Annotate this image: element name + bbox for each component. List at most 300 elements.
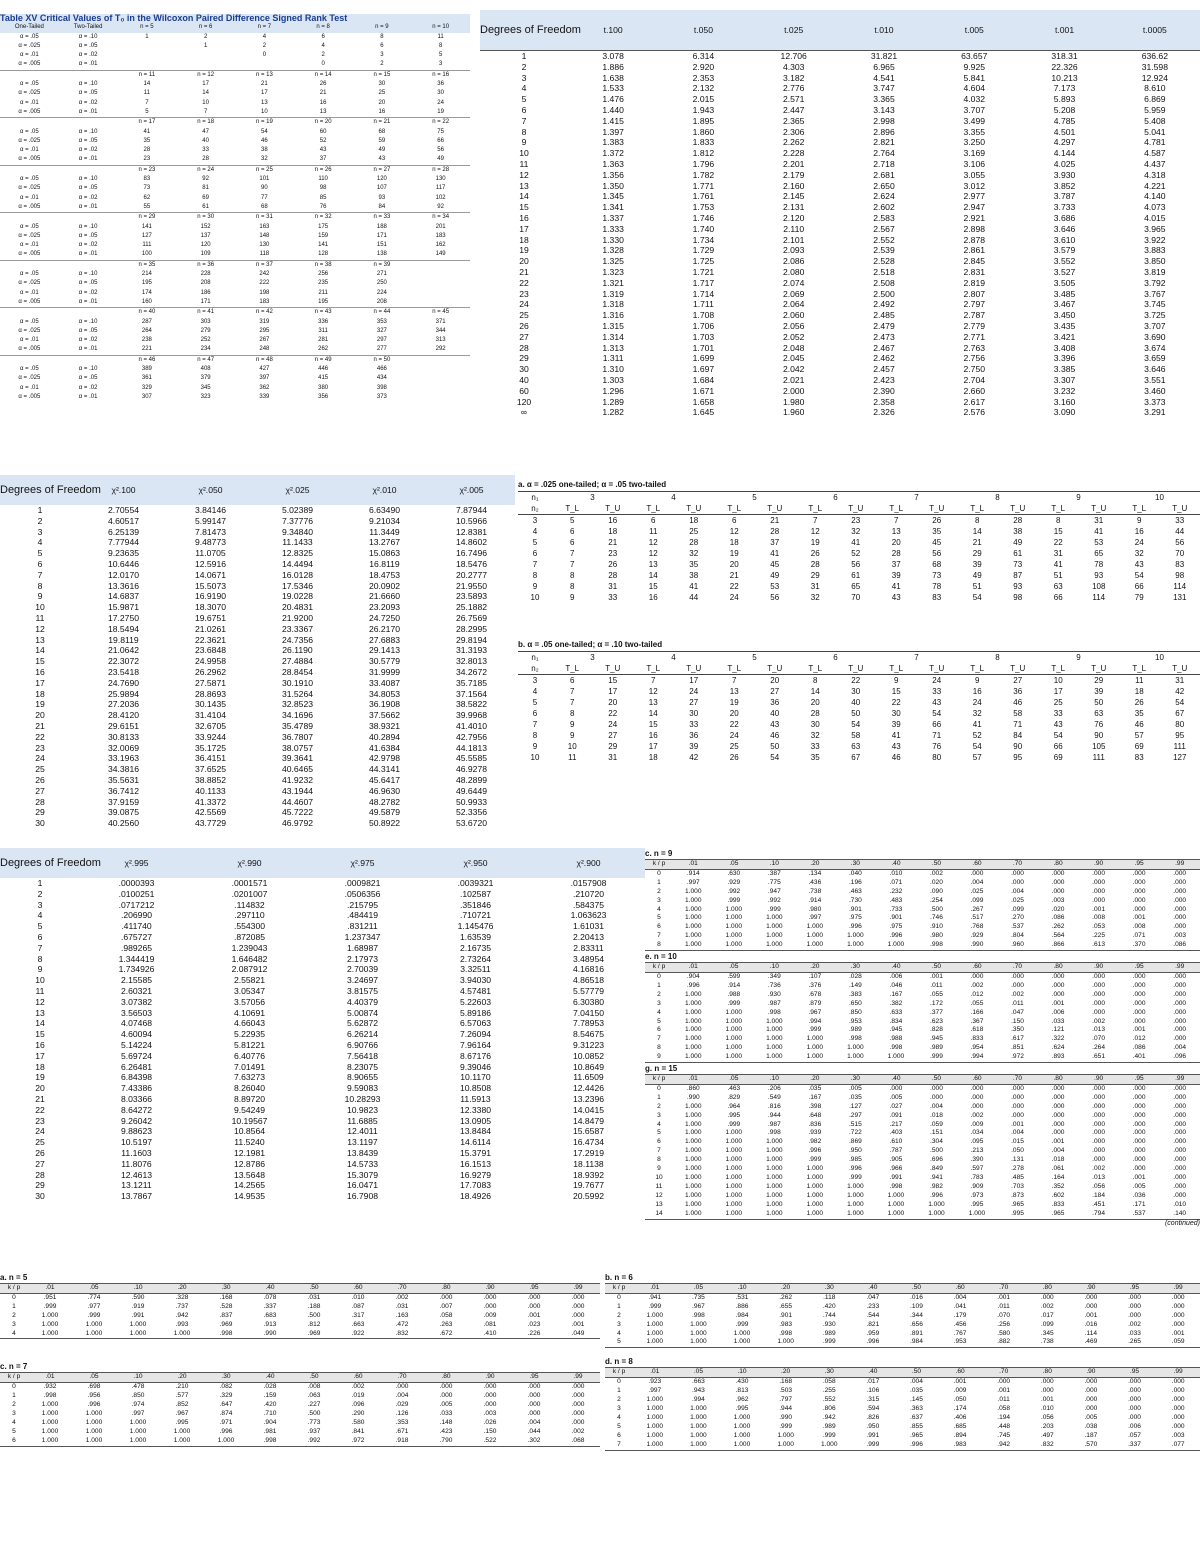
k-value: 9	[657, 1165, 661, 1173]
cumulative-probability: 1.000	[685, 1111, 702, 1119]
cumulative-probability: .004	[395, 1392, 409, 1400]
cumulative-probability: .000	[571, 1293, 585, 1301]
rank-value: 13	[729, 687, 739, 696]
cumulative-probability: .564	[1051, 932, 1065, 940]
cumulative-probability: .264	[1092, 1044, 1105, 1052]
cumulative-probability: .196	[848, 878, 862, 886]
cumulative-probability: .913	[263, 1320, 277, 1328]
critical-value: 271	[376, 271, 387, 278]
wilcoxon-grid	[0, 14, 470, 402]
p-label: p	[661, 1075, 666, 1083]
cumulative-probability: 1.000	[733, 1329, 751, 1337]
critical-value: 102	[435, 194, 446, 201]
cumulative-probability: .813	[735, 1387, 749, 1395]
cumulative-probability: .000	[1132, 1120, 1146, 1128]
t-value: 3.527	[1053, 266, 1076, 277]
t-value: 2.878	[963, 234, 986, 245]
critical-value	[411, 289, 470, 298]
alpha-two: α = .10	[78, 33, 98, 40]
chi-value: 2.60321	[120, 985, 153, 996]
rank-value: 12	[648, 549, 658, 558]
cumulative-probability: 1.000	[725, 1165, 743, 1173]
cumulative-probability: .000	[1132, 1102, 1146, 1110]
cumulative-probability: .009	[970, 1120, 984, 1128]
cumulative-probability: .483	[889, 896, 903, 904]
cumulative-probability: .004	[910, 1378, 923, 1386]
p-value-header: .60	[957, 860, 998, 870]
binomial-row	[0, 1293, 600, 1302]
t-value: 8.610	[1144, 83, 1166, 94]
cumulative-probability: .071	[1132, 932, 1146, 940]
chi-value: 12.4426	[572, 1083, 605, 1094]
cumulative-probability: .552	[822, 1396, 836, 1404]
critical-value: 238	[141, 337, 152, 344]
cumulative-probability: .167	[808, 1093, 822, 1101]
rank-value: 36	[770, 698, 780, 707]
chi-value: 21.0261	[194, 623, 227, 634]
alpha-one: α = .01	[20, 337, 39, 344]
cumulative-probability: .959	[866, 1329, 880, 1337]
p-value-header: .60	[938, 1368, 982, 1378]
rank-value: 28	[770, 527, 780, 536]
rank-value: 114	[1173, 582, 1187, 591]
rank-value: 73	[1013, 560, 1023, 569]
critical-value: 7	[145, 99, 149, 106]
critical-value: 427	[259, 365, 270, 372]
cumulative-probability: .263	[439, 1320, 453, 1328]
cumulative-probability: .617	[1011, 1035, 1024, 1043]
t-row	[480, 278, 1200, 289]
wilcoxon-row	[0, 327, 470, 336]
p-value-header: .20	[160, 1284, 204, 1294]
p-value-header: .30	[835, 1075, 876, 1085]
cumulative-probability: .941	[930, 1174, 943, 1181]
cumulative-probability: .999	[727, 896, 741, 904]
rank-value: 18	[648, 753, 658, 762]
t-value: 1.533	[602, 83, 624, 94]
cumulative-probability: .262	[779, 1293, 793, 1301]
cumulative-probability: .000	[395, 1383, 409, 1391]
critical-value: 14	[202, 90, 209, 97]
chi-value: 11.3449	[369, 526, 400, 537]
cumulative-probability: .988	[727, 990, 741, 998]
rank-value: 35	[1134, 709, 1144, 718]
cumulative-probability: .077	[1171, 1440, 1185, 1448]
k-label: k	[652, 963, 657, 971]
cumulative-probability: .000	[1092, 1111, 1105, 1119]
rank-value: 18	[608, 527, 618, 536]
binomial-row	[645, 941, 1200, 950]
cumulative-probability: .000	[1084, 1404, 1098, 1412]
rank-value: 24	[1134, 538, 1144, 547]
alpha-two: α = .02	[78, 242, 98, 249]
k-value: 7	[657, 1035, 661, 1043]
critical-value: 38	[261, 147, 268, 154]
rank-value: 26	[608, 560, 618, 569]
chi-row	[0, 910, 645, 921]
cumulative-probability: .983	[953, 1440, 967, 1448]
cumulative-probability: .001	[1051, 1138, 1065, 1146]
p-value-header: .99	[1159, 860, 1200, 870]
cumulative-probability: .623	[930, 1017, 943, 1025]
chi-column-header: χ².010	[372, 484, 397, 495]
k-value: 14	[655, 1209, 663, 1217]
chi-value: 38.5822	[455, 699, 488, 710]
t-row	[480, 137, 1200, 148]
k-value: 8	[657, 941, 661, 949]
critical-value: 30	[378, 81, 386, 88]
cumulative-probability: .995	[970, 1200, 984, 1208]
rank-value: 28	[689, 538, 699, 547]
cumulative-probability: .000	[1092, 869, 1105, 877]
chi-value: 31.4104	[194, 710, 227, 721]
binomial-table-bottom-right	[605, 1272, 1200, 1553]
binomial-row	[645, 1165, 1200, 1174]
spacer	[0, 308, 59, 318]
cumulative-probability: 1.000	[725, 1026, 743, 1034]
cumulative-probability: .580	[997, 1329, 1011, 1337]
p-label: p	[661, 963, 666, 971]
p-value-header: .70	[982, 1284, 1026, 1294]
cumulative-probability: 1.000	[646, 1422, 664, 1430]
binomial-row	[645, 879, 1200, 888]
critical-value: 92	[202, 176, 209, 183]
chi-value: 9.26042	[120, 1115, 153, 1126]
cumulative-probability: .011	[997, 1302, 1010, 1310]
p-value-header: .70	[380, 1284, 424, 1294]
critical-value: 264	[141, 327, 152, 334]
cumulative-probability: .663	[351, 1320, 365, 1328]
binomial-row	[645, 1129, 1200, 1138]
cumulative-probability: .746	[930, 914, 943, 922]
chi-value: 14.0671	[194, 569, 227, 580]
chi-row	[0, 689, 515, 700]
cumulative-probability: 1.000	[85, 1418, 103, 1426]
cumulative-probability: 1.000	[685, 1182, 702, 1190]
rank-value: 21	[729, 571, 739, 580]
cumulative-probability: .965	[1011, 1200, 1024, 1208]
rank-value: 73	[932, 571, 942, 580]
wilcoxon-row	[0, 89, 470, 98]
critical-value: 371	[435, 318, 446, 325]
binomial-row	[645, 1103, 1200, 1112]
cumulative-probability: .008	[307, 1383, 321, 1391]
cumulative-probability: .005	[439, 1401, 453, 1409]
chi-value: 21.9550	[455, 580, 488, 591]
alpha-two: α = .02	[78, 337, 98, 344]
chi-value: 14.5733	[346, 1158, 379, 1169]
critical-value: 345	[200, 384, 211, 391]
cumulative-probability: .998	[889, 1182, 903, 1190]
chi-value: 23.5893	[455, 591, 488, 602]
t-row	[480, 299, 1200, 310]
df-value: 12	[35, 623, 45, 634]
k-value: 0	[617, 1378, 621, 1386]
chi-value: 22.3621	[194, 634, 227, 645]
chi-value: 5.62872	[346, 1018, 379, 1029]
critical-value: 434	[376, 375, 387, 382]
chi-value: 48.2782	[368, 796, 401, 807]
t-value: 1.303	[602, 374, 624, 385]
p-value-header: .20	[795, 860, 836, 870]
rank-value: 41	[1053, 560, 1063, 569]
chi-row	[0, 1040, 645, 1051]
t-value: 2.052	[782, 331, 805, 342]
cumulative-probability: .127	[848, 1102, 862, 1110]
cumulative-probability: .000	[1051, 1102, 1065, 1110]
cumulative-probability: .050	[1011, 1147, 1024, 1155]
t-row	[480, 73, 1200, 84]
rank-value: 32	[810, 593, 820, 602]
critical-value: 25	[378, 90, 386, 97]
critical-value: 171	[200, 298, 211, 305]
cumulative-probability: .302	[527, 1436, 541, 1444]
df-value: 5	[521, 94, 527, 105]
t-value: 2.779	[963, 320, 986, 331]
p-value-header: .60	[957, 1075, 998, 1085]
critical-value	[411, 279, 470, 288]
cumulative-probability: .797	[779, 1396, 793, 1404]
cumulative-probability: .006	[1128, 1422, 1141, 1430]
cumulative-probability: .106	[866, 1387, 880, 1395]
k-value: 6	[657, 923, 661, 931]
cumulative-probability: .000	[1132, 981, 1146, 989]
chi-value: 10.1170	[460, 1072, 491, 1083]
cumulative-probability: .000	[1173, 878, 1187, 886]
t-value: 2.473	[873, 331, 895, 342]
chi-value: 28.2995	[455, 623, 488, 634]
alpha-one: α = .005	[18, 393, 41, 400]
critical-value: 0	[321, 61, 325, 68]
rank-sum-row	[518, 708, 1200, 719]
rank-value: 43	[891, 742, 901, 751]
p-value-header: .50	[916, 860, 957, 870]
p-value-header: .05	[677, 1284, 721, 1294]
cumulative-probability: .783	[970, 1174, 984, 1181]
critical-value: 183	[259, 298, 270, 305]
cumulative-probability: .678	[808, 990, 822, 998]
rank-value: 21	[608, 538, 618, 547]
p-value-header: .99	[1159, 963, 1200, 973]
n1-value: 8	[995, 653, 1000, 662]
t-value: 2.756	[963, 353, 986, 364]
chi-value: 27.4884	[281, 656, 314, 667]
df-value: 29	[35, 807, 45, 818]
cumulative-probability: .078	[263, 1293, 277, 1301]
alpha-two: α = .10	[78, 81, 98, 88]
chi-value: 13.7867	[120, 1191, 153, 1202]
critical-value: 327	[376, 327, 387, 334]
cumulative-probability: .000	[1173, 1138, 1187, 1146]
p-label: p	[661, 860, 666, 867]
cumulative-probability: .367	[970, 1017, 984, 1025]
cumulative-probability: .420	[822, 1302, 836, 1310]
t-value: 3.055	[963, 169, 986, 180]
t-value: 2.353	[692, 72, 715, 83]
df-value: 24	[519, 299, 529, 310]
cumulative-probability: .990	[779, 1413, 793, 1421]
critical-value: 141	[318, 242, 329, 249]
cumulative-probability: .344	[910, 1311, 923, 1319]
alpha-two: α = .05	[78, 42, 98, 49]
t-value: 3.579	[1053, 245, 1076, 256]
chi-row	[0, 807, 515, 818]
alpha-two: α = .01	[78, 346, 98, 353]
alpha-two: α = .10	[78, 176, 98, 183]
rank-value: 22	[851, 676, 861, 685]
wilcoxon-row	[0, 318, 470, 327]
chi-row	[0, 710, 515, 721]
cumulative-probability: .377	[930, 1008, 943, 1016]
cumulative-probability: .500	[307, 1311, 321, 1319]
cumulative-probability: .035	[848, 1093, 862, 1101]
cumulative-probability: .879	[808, 999, 822, 1007]
cumulative-probability: .990	[263, 1329, 277, 1337]
cumulative-probability: .194	[997, 1413, 1011, 1421]
chi-value: 19.6751	[194, 612, 227, 623]
t-value: 1.761	[692, 191, 715, 202]
binomial-row	[645, 1084, 1200, 1093]
rank-value: 20	[891, 538, 901, 547]
chi-value: 13.5648	[233, 1169, 266, 1180]
cumulative-probability: .000	[527, 1293, 541, 1301]
chi-value: 4.60094	[120, 1029, 153, 1040]
cumulative-probability: .998	[263, 1436, 277, 1444]
cumulative-probability: .975	[848, 914, 862, 922]
cumulative-probability: .904	[263, 1418, 277, 1426]
cumulative-probability: .000	[1173, 1156, 1187, 1164]
cumulative-probability: .953	[953, 1338, 967, 1346]
rank-value: 22	[729, 720, 739, 729]
chi-value: 19.8119	[108, 634, 139, 645]
t-value: 3.499	[963, 115, 986, 126]
rank-value: 8	[570, 571, 575, 580]
chi-value: 42.7956	[455, 731, 488, 742]
critical-value: 81	[202, 185, 209, 192]
binomial-p-row	[605, 1284, 1200, 1294]
critical-value: 277	[376, 346, 387, 353]
alpha-one: α = .005	[18, 108, 41, 115]
k-value: 2	[657, 887, 661, 895]
cumulative-probability: .047	[1011, 1008, 1024, 1016]
critical-value: 56	[437, 147, 444, 154]
chi-value: 6.26214	[346, 1029, 379, 1040]
rank-value: 42	[689, 753, 699, 762]
binomial-row	[0, 1303, 600, 1312]
critical-value	[118, 51, 177, 60]
rank-value: 11	[1135, 676, 1144, 685]
cumulative-probability: 1.000	[766, 1174, 783, 1181]
cumulative-probability: .000	[1051, 1129, 1065, 1137]
cumulative-probability: .001	[997, 1293, 1011, 1301]
critical-value: 397	[259, 375, 270, 382]
chi-value: 8.54675	[572, 1029, 605, 1040]
cumulative-probability: 1.000	[41, 1329, 59, 1337]
chi-value: 6.84398	[120, 1072, 153, 1083]
binomial-row	[645, 1201, 1200, 1210]
chi-value: 4.57481	[459, 985, 492, 996]
p-value-header: .10	[720, 1368, 764, 1378]
cumulative-probability: .000	[1132, 1129, 1146, 1137]
n-label: n = 16	[411, 70, 470, 80]
spacer	[59, 260, 118, 270]
cumulative-probability: .000	[571, 1401, 585, 1409]
n-label: n = 25	[235, 165, 294, 175]
cumulative-probability: 1.000	[777, 1440, 794, 1448]
critical-value: 10	[202, 99, 209, 106]
rank-value: 54	[1053, 731, 1063, 740]
critical-value: 66	[437, 137, 444, 144]
cumulative-probability: .000	[483, 1383, 497, 1391]
df-value: 25	[519, 310, 529, 321]
cumulative-probability: .996	[848, 923, 862, 931]
critical-value: 329	[141, 384, 152, 391]
critical-value: 5	[145, 108, 149, 115]
t-value: 3.707	[963, 104, 986, 115]
binomial-row	[645, 888, 1200, 897]
df-value: 40	[519, 374, 529, 385]
p-value-header: .30	[204, 1284, 248, 1294]
cumulative-probability: .071	[889, 878, 903, 886]
critical-value: 362	[259, 384, 270, 391]
df-value: 28	[519, 342, 529, 353]
n1-row	[518, 652, 1200, 664]
critical-value: 35	[143, 137, 151, 144]
p-value-header: .40	[876, 1075, 917, 1085]
t-value: 1.310	[602, 364, 624, 375]
cumulative-probability: .008	[1132, 923, 1146, 931]
cumulative-probability: 1.000	[725, 1017, 743, 1025]
rank-value: 63	[1094, 709, 1104, 718]
chi-value: 20.5992	[572, 1191, 605, 1202]
cumulative-probability: .000	[1173, 999, 1187, 1007]
cumulative-probability: 1.000	[41, 1418, 59, 1426]
cumulative-probability: .001	[1132, 914, 1146, 922]
p-value-header: .30	[204, 1373, 248, 1383]
rank-sum-row	[518, 675, 1200, 687]
binomial-row	[645, 1112, 1200, 1121]
t-row	[480, 224, 1200, 235]
n1-label: n₁	[531, 653, 539, 662]
t-value: 3.106	[963, 158, 986, 169]
p-value-header: .40	[876, 860, 917, 870]
critical-value: 195	[318, 298, 329, 305]
tl-label: T_L	[565, 664, 580, 673]
critical-value: 171	[376, 232, 387, 239]
alpha-one: α = .01	[20, 194, 39, 201]
n-label: n = 26	[294, 165, 353, 175]
chi-value: 3.81575	[346, 985, 379, 996]
cumulative-probability: .317	[351, 1311, 365, 1319]
cumulative-probability: 1.000	[766, 1044, 783, 1052]
rank-sum-row	[518, 741, 1200, 752]
df-value: 12	[35, 996, 45, 1007]
rank-value: 15	[608, 676, 618, 685]
p-value-header: .01	[633, 1284, 677, 1294]
cumulative-probability: .999	[767, 905, 781, 913]
rank-value: 7	[894, 516, 899, 525]
binomial-row	[605, 1321, 1200, 1330]
chi-value: 18.4753	[368, 569, 401, 580]
cumulative-probability: .710	[263, 1410, 277, 1418]
chi-value: 12.1981	[233, 1147, 266, 1158]
binomial-row	[645, 1183, 1200, 1192]
cumulative-probability: .849	[930, 1165, 943, 1173]
df-value: 16	[519, 212, 529, 223]
n1-value: 4	[671, 493, 676, 502]
chi-value: 14.6114	[460, 1137, 491, 1148]
k-value: 1	[657, 878, 661, 886]
